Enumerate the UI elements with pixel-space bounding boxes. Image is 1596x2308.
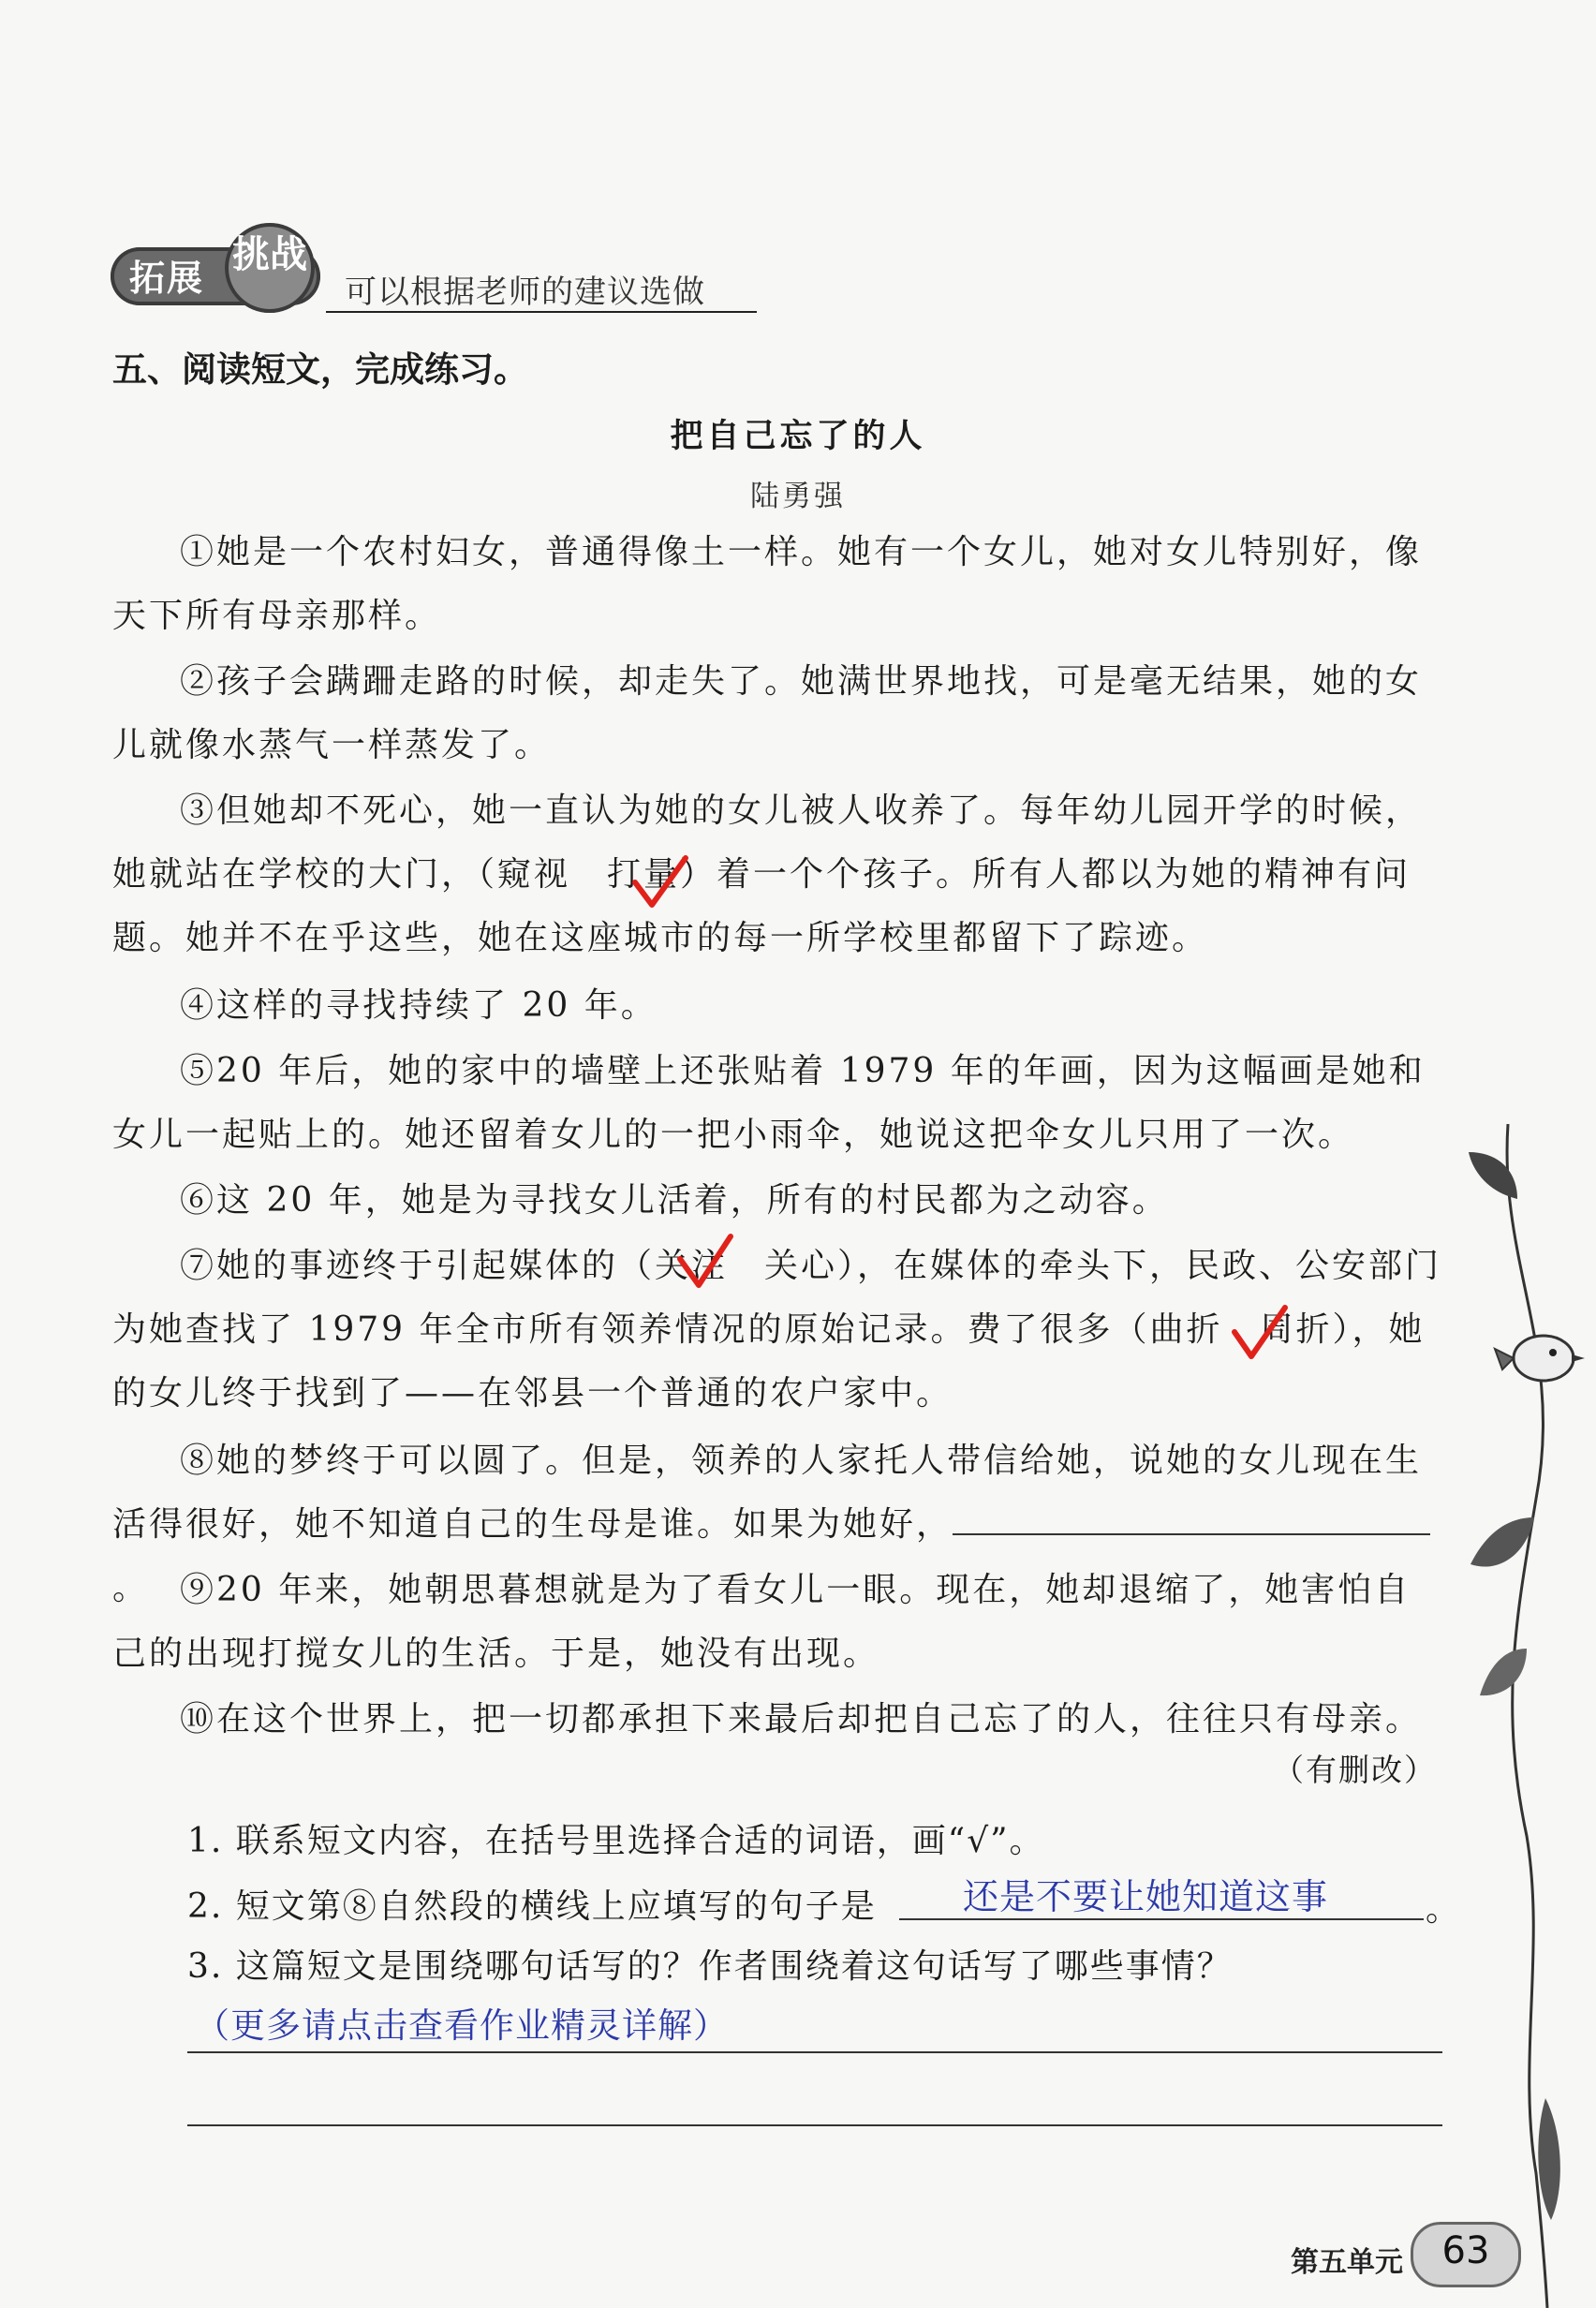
paragraph-8-text: ⑧她的梦终于可以圆了。但是，领养的人家托人带信给她，说她的女儿现在生活得很好，她不知道自己的生母是谁。如果为她好， — [112, 1442, 1423, 1544]
source-note: （有删改） — [1273, 1752, 1437, 1788]
check-mark-icon — [629, 852, 689, 912]
paragraph-3: ③但她却不死心，她一直认为她的女儿被人收养了。每年幼儿园开学的时候，她就站在学校的大门，（窥视 打量）着一个个孩子。所有人都以为她的精神有问题。她并不在乎这些，她在这座城市的每一所学校里都留下了踪迹。 — [112, 792, 1423, 957]
check-mark-icon — [1229, 1302, 1289, 1362]
section-title: 五、阅读短文，完成练习。 — [112, 349, 528, 390]
answer-line-1 — [187, 2051, 1442, 2053]
question-3: 3. 这篇短文是围绕哪句话写的？作者围绕着这句话写了哪些事情？ — [187, 1947, 1233, 1986]
header-underline — [326, 311, 757, 313]
view-solution-link[interactable]: （更多请点击查看作业精灵详解） — [195, 2005, 729, 2046]
question-2-end: 。 — [1426, 1890, 1460, 1929]
badge-main-text: 拓展 — [129, 258, 205, 299]
check-mark-icon — [674, 1231, 734, 1291]
fill-in-blank[interactable] — [953, 1505, 1430, 1535]
paragraph-8-end: 。 — [112, 1569, 150, 1607]
question-1: 1. 联系短文内容，在括号里选择合适的词语，画“√”。 — [187, 1822, 1045, 1860]
answer-line-2 — [187, 2124, 1442, 2126]
paragraph-1: ①她是一个农村妇女，普通得像土一样。她有一个女儿，她对女儿特别好，像天下所有母亲那样。 — [112, 533, 1423, 635]
question-2: 2. 短文第⑧自然段的横线上应填写的句子是 — [187, 1887, 877, 1926]
vine-decoration — [1461, 1124, 1596, 2308]
paragraph-9: ⑨20 年来，她朝思暮想就是为了看女儿一眼。现在，她却退缩了，她害怕自己的出现打搅女儿的生活。于是，她没有出现。 — [112, 1571, 1411, 1673]
paragraph-10: ⑩在这个世界上，把一切都承担下来最后却把自己忘了的人，往往只有母亲。 — [180, 1700, 1423, 1738]
page-number: 63 — [1441, 2229, 1490, 2272]
paragraph-7: ⑦她的事迹终于引起媒体的（关注 关心），在媒体的牵头下，民政、公安部门为她查找了 1979 年全市所有领养情况的原始记录。费了很多（曲折 周折），她的女儿终于找到了——在邻县一个普通的农户家中。 — [112, 1247, 1442, 1413]
answer-underline — [899, 1918, 1424, 1920]
paragraph-6: ⑥这 20 年，她是为寻找女儿活着，所有的村民都为之动容。 — [180, 1181, 1169, 1220]
challenge-header — [105, 233, 757, 317]
article-author: 陆勇强 — [750, 480, 846, 513]
header-note: 可以根据老师的建议选做 — [345, 274, 705, 311]
paragraph-5: ⑤20 年后，她的家中的墙壁上还张贴着 1979 年的年画，因为这幅画是她和女儿一起贴上的。她还留着女儿的一把小雨伞，她说这把伞女儿只用了一次。 — [112, 1052, 1426, 1154]
question-2-answer: 还是不要让她知道这事 — [963, 1876, 1329, 1917]
article-title: 把自己忘了的人 — [670, 417, 926, 455]
unit-label: 第五单元 — [1291, 2246, 1403, 2279]
paragraph-4: ④这样的寻找持续了 20 年。 — [180, 986, 658, 1025]
badge-accent-text: 挑战 — [232, 233, 307, 276]
paragraph-2: ②孩子会蹒跚走路的时候，却走失了。她满世界地找，可是毫无结果，她的女儿就像水蒸气一样蒸发了。 — [112, 662, 1423, 764]
